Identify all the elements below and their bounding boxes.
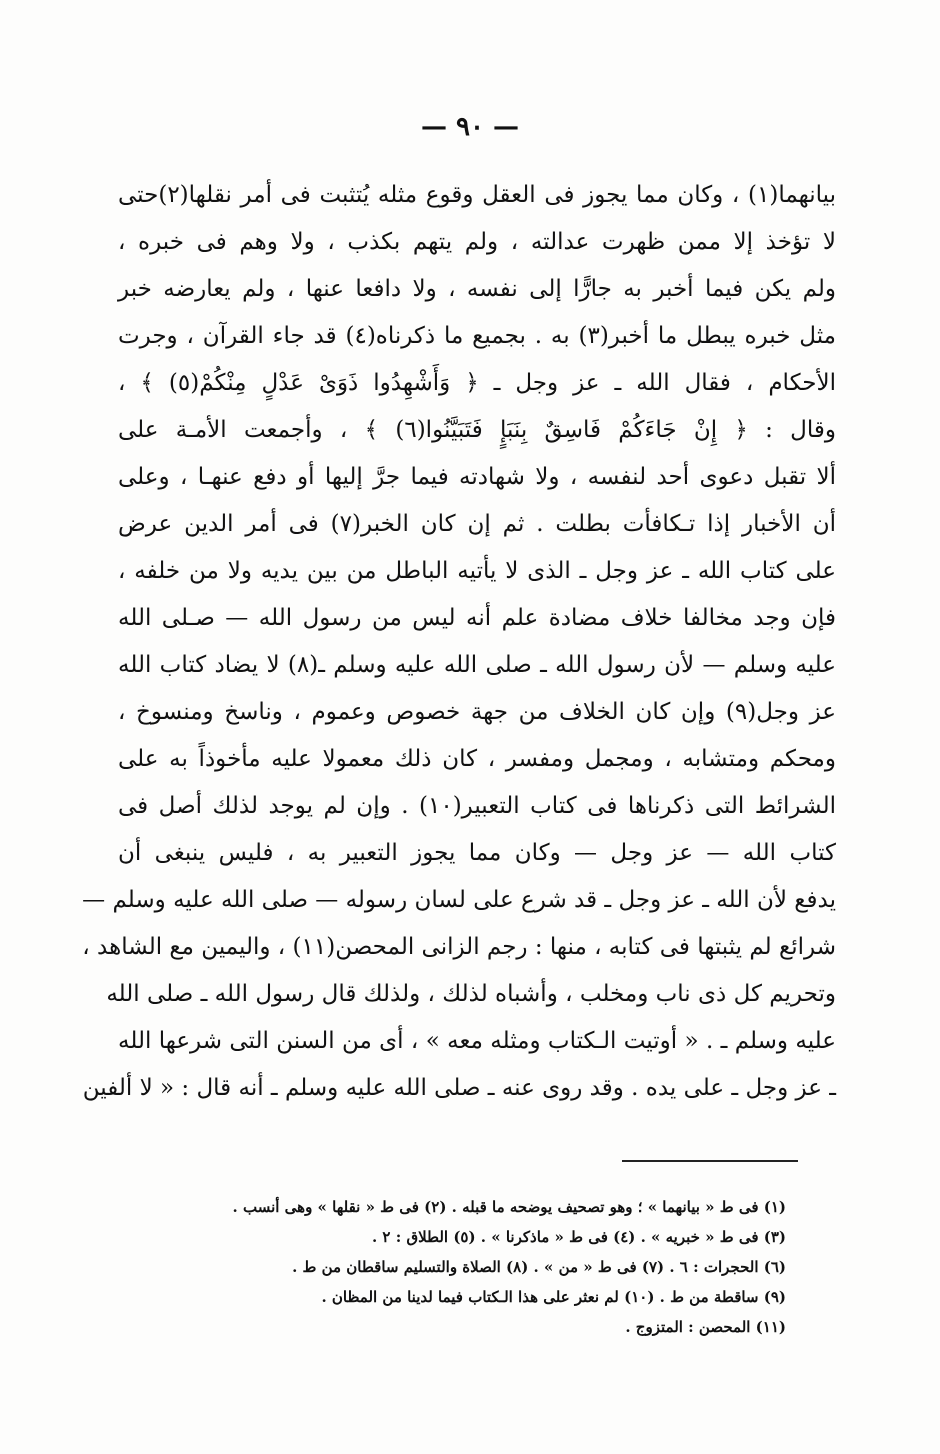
text-line: يدفع لأن الله ـ عز وجل ـ قد شرع على لسان رسوله — صلى الله عليه وسلم — — [82, 887, 836, 913]
footnote-line: (٣) فى ط « خبريه » . (٤) فى ط « ماذكرنا » . (٥) الطلاق : ٢ . — [371, 1228, 786, 1246]
text-line: عليه وسلم — لأن رسول الله ـ صلى الله عليه وسلم ـ(٨) لا يضاد كتاب الله — [118, 652, 837, 678]
footnote-line: (٩) ساقطة من ط . (١٠) لم نعثر على هذا الـكتاب فيما لدينا من المظان . — [321, 1288, 786, 1306]
text-line: على كتاب الله ـ عز وجل ـ الذى لا يأتيه الباطل من بين يديه ولا من خلفه ، — [118, 558, 836, 584]
text-line: كتاب الله — عز وجل — وكان مما يجوز التعبير به ، فليس ينبغى أن — [118, 840, 836, 866]
text-line: ـ عز وجل ـ على يده . وقد روى عنه ـ صلى الله عليه وسلم ـ أنه قال : « لا ألفين — [82, 1075, 836, 1101]
text-line: ولم يكن فيما أخبر به جارًّا إلى نفسه ، ولا دافعا عنها ، ولم يعارضه خبر — [118, 276, 836, 302]
text-line: الأحكام ، فقال الله ـ عز وجل ـ ﴿ وَأَشْهِدُوا ذَوَىْ عَدْلٍ مِنْكُمْ(٥) ﴾ ، — [118, 370, 836, 396]
text-line: أن الأخبار إذا تـكافأت بطلت . ثم إن كان الخبر(٧) فى أمر الدين عرض — [118, 511, 836, 537]
text-line: شرائع لم يثبتها فى كتابه ، منها : رجم الزانى المحصن(١١) ، واليمين مع الشاهد ، — [82, 934, 836, 960]
footnote-line: (٦) الحجرات : ٦ . (٧) فى ط « من » . (٨) الصلاة والتسليم ساقطان من ط . — [292, 1258, 786, 1276]
footnotes — [136, 1192, 786, 1342]
main-text — [82, 172, 837, 1112]
page-number: — ٩٠ — — [420, 112, 520, 142]
footnote-divider — [622, 1160, 798, 1162]
text-line: مثل خبره يبطل ما أخبر(٣) به . بجميع ما ذكرناه(٤) قد جاء القرآن ، وجرت — [118, 323, 836, 349]
text-line: الشرائط التى ذكرناها فى كتاب التعبير(١٠) . وإن لم يوجد لذلك أصل فى — [118, 793, 836, 819]
footnote-line: (١) فى ط « بيانهما » ؛ وهو تصحيف يوضحه ما قبله . (٢) فى ط « نقلها » وهى أنسب . — [232, 1198, 786, 1216]
text-line: ألا تقبل دعوى أحد لنفسه ، ولا شهادته فيما جرَّ إليها أو دفع عنهـا ، وعلى — [118, 464, 836, 490]
text-line: عز وجل(٩) وإن كان الخلاف من جهة خصوص وعموم ، وناسخ ومنسوخ ، — [118, 699, 836, 725]
text-line: ومحكم ومتشابه ، ومجمل ومفسر ، كان ذلك معمولا عليه مأخوذاً به على — [118, 746, 836, 772]
text-line: وقال : ﴿ إِنْ جَاءَكُمْ فَاسِقٌ بِنَبَإٍ فَتَبَيَّنُوا(٦) ﴾ ، وأجمعت الأمـة على — [118, 417, 836, 443]
text-line: عليه وسلم ـ . « أوتيت الـكتاب ومثله معه » ، أى من السنن التى شرعها الله — [118, 1028, 836, 1054]
text-line: لا تؤخذ إلا ممن ظهرت عدالته ، ولم يتهم بكذب ، ولا وهم فى خبره ، — [118, 229, 836, 255]
text-line: بيانهما(١) ، وكان مما يجوز فى العقل وقوع مثله يُتثبت فى أمر نقلها(٢)حتى — [118, 182, 836, 208]
footnote-line: (١١) المحصن : المتزوج . — [625, 1318, 786, 1336]
text-line: وتحريم كل ذى ناب ومخلب ، وأشباه لذلك ، ولذلك قال رسول الله ـ صلى الله — [106, 981, 836, 1007]
text-line: فإن وجد مخالفا خلاف مضادة علم أنه ليس من رسول الله — صـلى الله — [118, 605, 836, 631]
